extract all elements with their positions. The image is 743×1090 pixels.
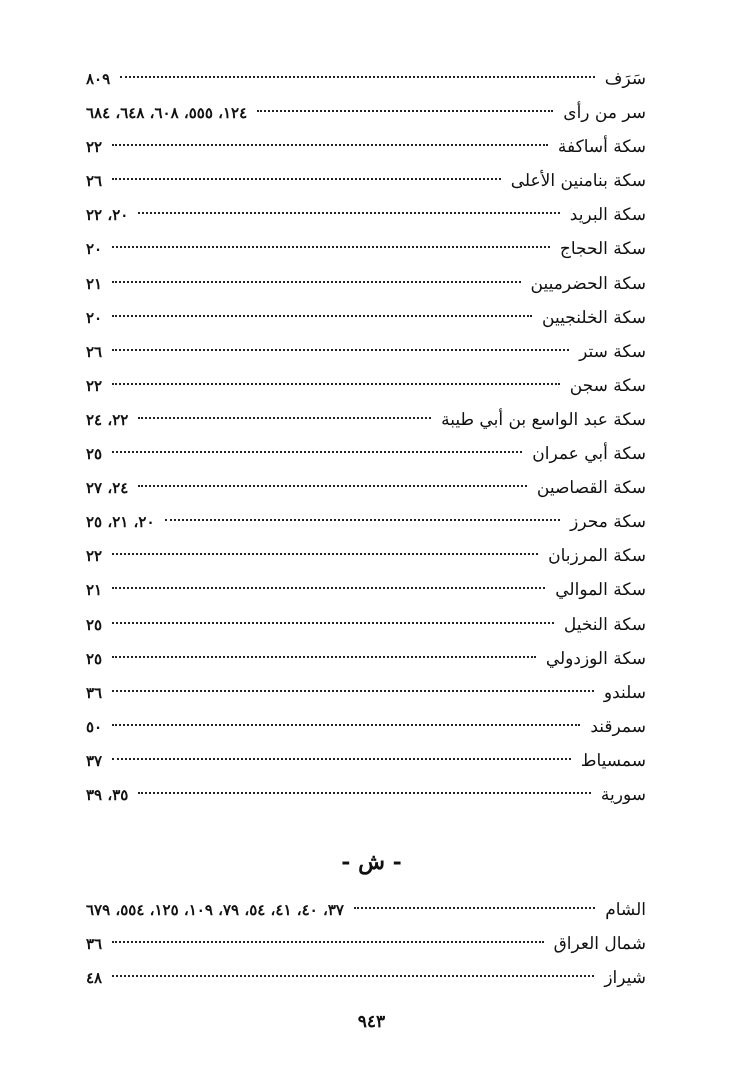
entry-pages: ٢٠، ٢١، ٢٥ — [86, 513, 155, 532]
entry-name: سكة الموالي — [555, 580, 646, 601]
dot-leader — [112, 349, 569, 351]
dot-leader — [112, 553, 538, 555]
entry-pages: ٢٠ — [86, 308, 103, 327]
index-entry — [86, 130, 646, 164]
index-entry — [86, 198, 646, 232]
entry-pages: ٣٦ — [86, 935, 103, 954]
entry-name: سكة النخيل — [563, 614, 646, 635]
entry-name: سكة الوزدولي — [545, 648, 646, 669]
index-entry — [86, 164, 646, 198]
dot-leader — [112, 724, 580, 726]
entry-pages: ٣٦ — [86, 683, 103, 702]
index-entry — [86, 267, 646, 301]
dot-leader — [112, 656, 536, 658]
entry-name: سكة أساكفة — [557, 137, 646, 158]
index-entry — [86, 573, 646, 607]
entry-pages: ٣٧ — [86, 751, 103, 770]
entry-name: سكة أبي عمران — [532, 444, 646, 465]
dot-leader — [138, 417, 431, 419]
entry-pages: ٢٢ — [86, 376, 103, 395]
dot-leader — [112, 758, 571, 760]
dot-leader — [112, 383, 560, 385]
entry-pages: ٢٥ — [86, 615, 103, 634]
dot-leader — [165, 519, 561, 521]
entry-name: سكة القصاصين — [536, 478, 646, 499]
entry-pages: ٣٥، ٣٩ — [86, 785, 129, 804]
dot-leader — [112, 941, 543, 943]
entry-pages: ٢٢ — [86, 138, 103, 157]
index-entry — [86, 505, 646, 539]
dot-leader — [257, 110, 553, 112]
index-entry — [86, 369, 646, 403]
index-entry — [86, 893, 646, 927]
entry-pages: ٢٦ — [86, 342, 103, 361]
index-entry — [86, 608, 646, 642]
index-entry — [86, 744, 646, 778]
dot-leader — [112, 451, 522, 453]
dot-leader — [112, 315, 532, 317]
entry-name: سكة محرز — [570, 512, 646, 533]
dot-leader — [112, 246, 550, 248]
dot-leader — [120, 76, 595, 78]
entry-pages: ٣٧، ٤٠، ٤١، ٥٤، ٧٩، ١٠٩، ١٢٥، ٥٥٤، ٦٧٩ — [86, 901, 344, 919]
index-entry — [86, 96, 646, 130]
entry-pages: ١٢٤، ٥٥٥، ٦٠٨، ٦٤٨، ٦٨٤ — [86, 104, 248, 123]
entry-name: سكة المرزبان — [548, 546, 646, 567]
index-entry — [86, 710, 646, 744]
dot-leader — [112, 281, 520, 283]
entry-pages: ٢١ — [86, 581, 103, 600]
index-entry — [86, 642, 646, 676]
entry-pages: ٢٠، ٢٢ — [86, 206, 129, 225]
dot-leader — [112, 178, 501, 180]
index-entries-shin — [86, 893, 646, 995]
entry-name: سلندو — [603, 682, 646, 703]
entry-name: شيراز — [604, 968, 646, 989]
entry-name: سورية — [600, 784, 646, 805]
section-header-shin: - ش - — [341, 849, 402, 875]
entry-name: سر من رأى — [563, 103, 646, 124]
entry-name: سكة الخلنجيين — [542, 307, 646, 328]
entry-pages: ٢٥ — [86, 445, 103, 464]
page-number: ٩٤٣ — [357, 1012, 386, 1032]
entry-name: سكة البريد — [569, 205, 646, 226]
index-entry — [86, 778, 646, 812]
entry-name: سكة الحضرميين — [530, 273, 646, 294]
entry-pages: ٢٦ — [86, 172, 103, 191]
entry-pages: ٢١ — [86, 274, 103, 293]
entry-pages: ٨٠٩ — [86, 70, 111, 88]
entry-name: سكة الحجاج — [559, 239, 646, 260]
entry-name: سكة عبد الواسع بن أبي طيبة — [441, 409, 646, 430]
index-entry — [86, 403, 646, 437]
entry-pages: ٢٤، ٢٧ — [86, 479, 129, 498]
entry-name: سكة سجن — [569, 375, 646, 396]
entry-pages: ٤٨ — [86, 969, 103, 988]
index-entry — [86, 676, 646, 710]
index-entry — [86, 927, 646, 961]
entry-pages: ٢٢، ٢٤ — [86, 410, 129, 429]
entry-name: شمال العراق — [553, 934, 646, 955]
dot-leader — [138, 212, 559, 214]
dot-leader — [112, 144, 548, 146]
entry-pages: ٢٢ — [86, 547, 103, 566]
index-entry — [86, 471, 646, 505]
dot-leader — [138, 792, 591, 794]
entry-pages: ٢٥ — [86, 649, 103, 668]
dot-leader — [112, 587, 545, 589]
entry-name: سكة ستر — [579, 341, 646, 362]
index-entry — [86, 335, 646, 369]
dot-leader — [112, 975, 594, 977]
entry-name: سمرقند — [590, 716, 646, 737]
dot-leader — [112, 622, 554, 624]
dot-leader — [138, 485, 527, 487]
index-entry — [86, 232, 646, 266]
entry-name: سكة بنامنين الأعلى — [510, 171, 646, 192]
entry-name: الشام — [605, 900, 646, 920]
index-entry — [86, 62, 646, 96]
index-entry — [86, 437, 646, 471]
index-entry — [86, 539, 646, 573]
entry-name: سَرَف — [604, 69, 646, 89]
entry-pages: ٢٠ — [86, 240, 103, 259]
index-entry — [86, 301, 646, 335]
entry-name: سمسياط — [580, 750, 646, 771]
entry-pages: ٥٠ — [86, 717, 103, 736]
index-entries-sin — [86, 62, 646, 812]
index-entry — [86, 961, 646, 995]
dot-leader — [354, 907, 595, 909]
dot-leader — [112, 690, 594, 692]
